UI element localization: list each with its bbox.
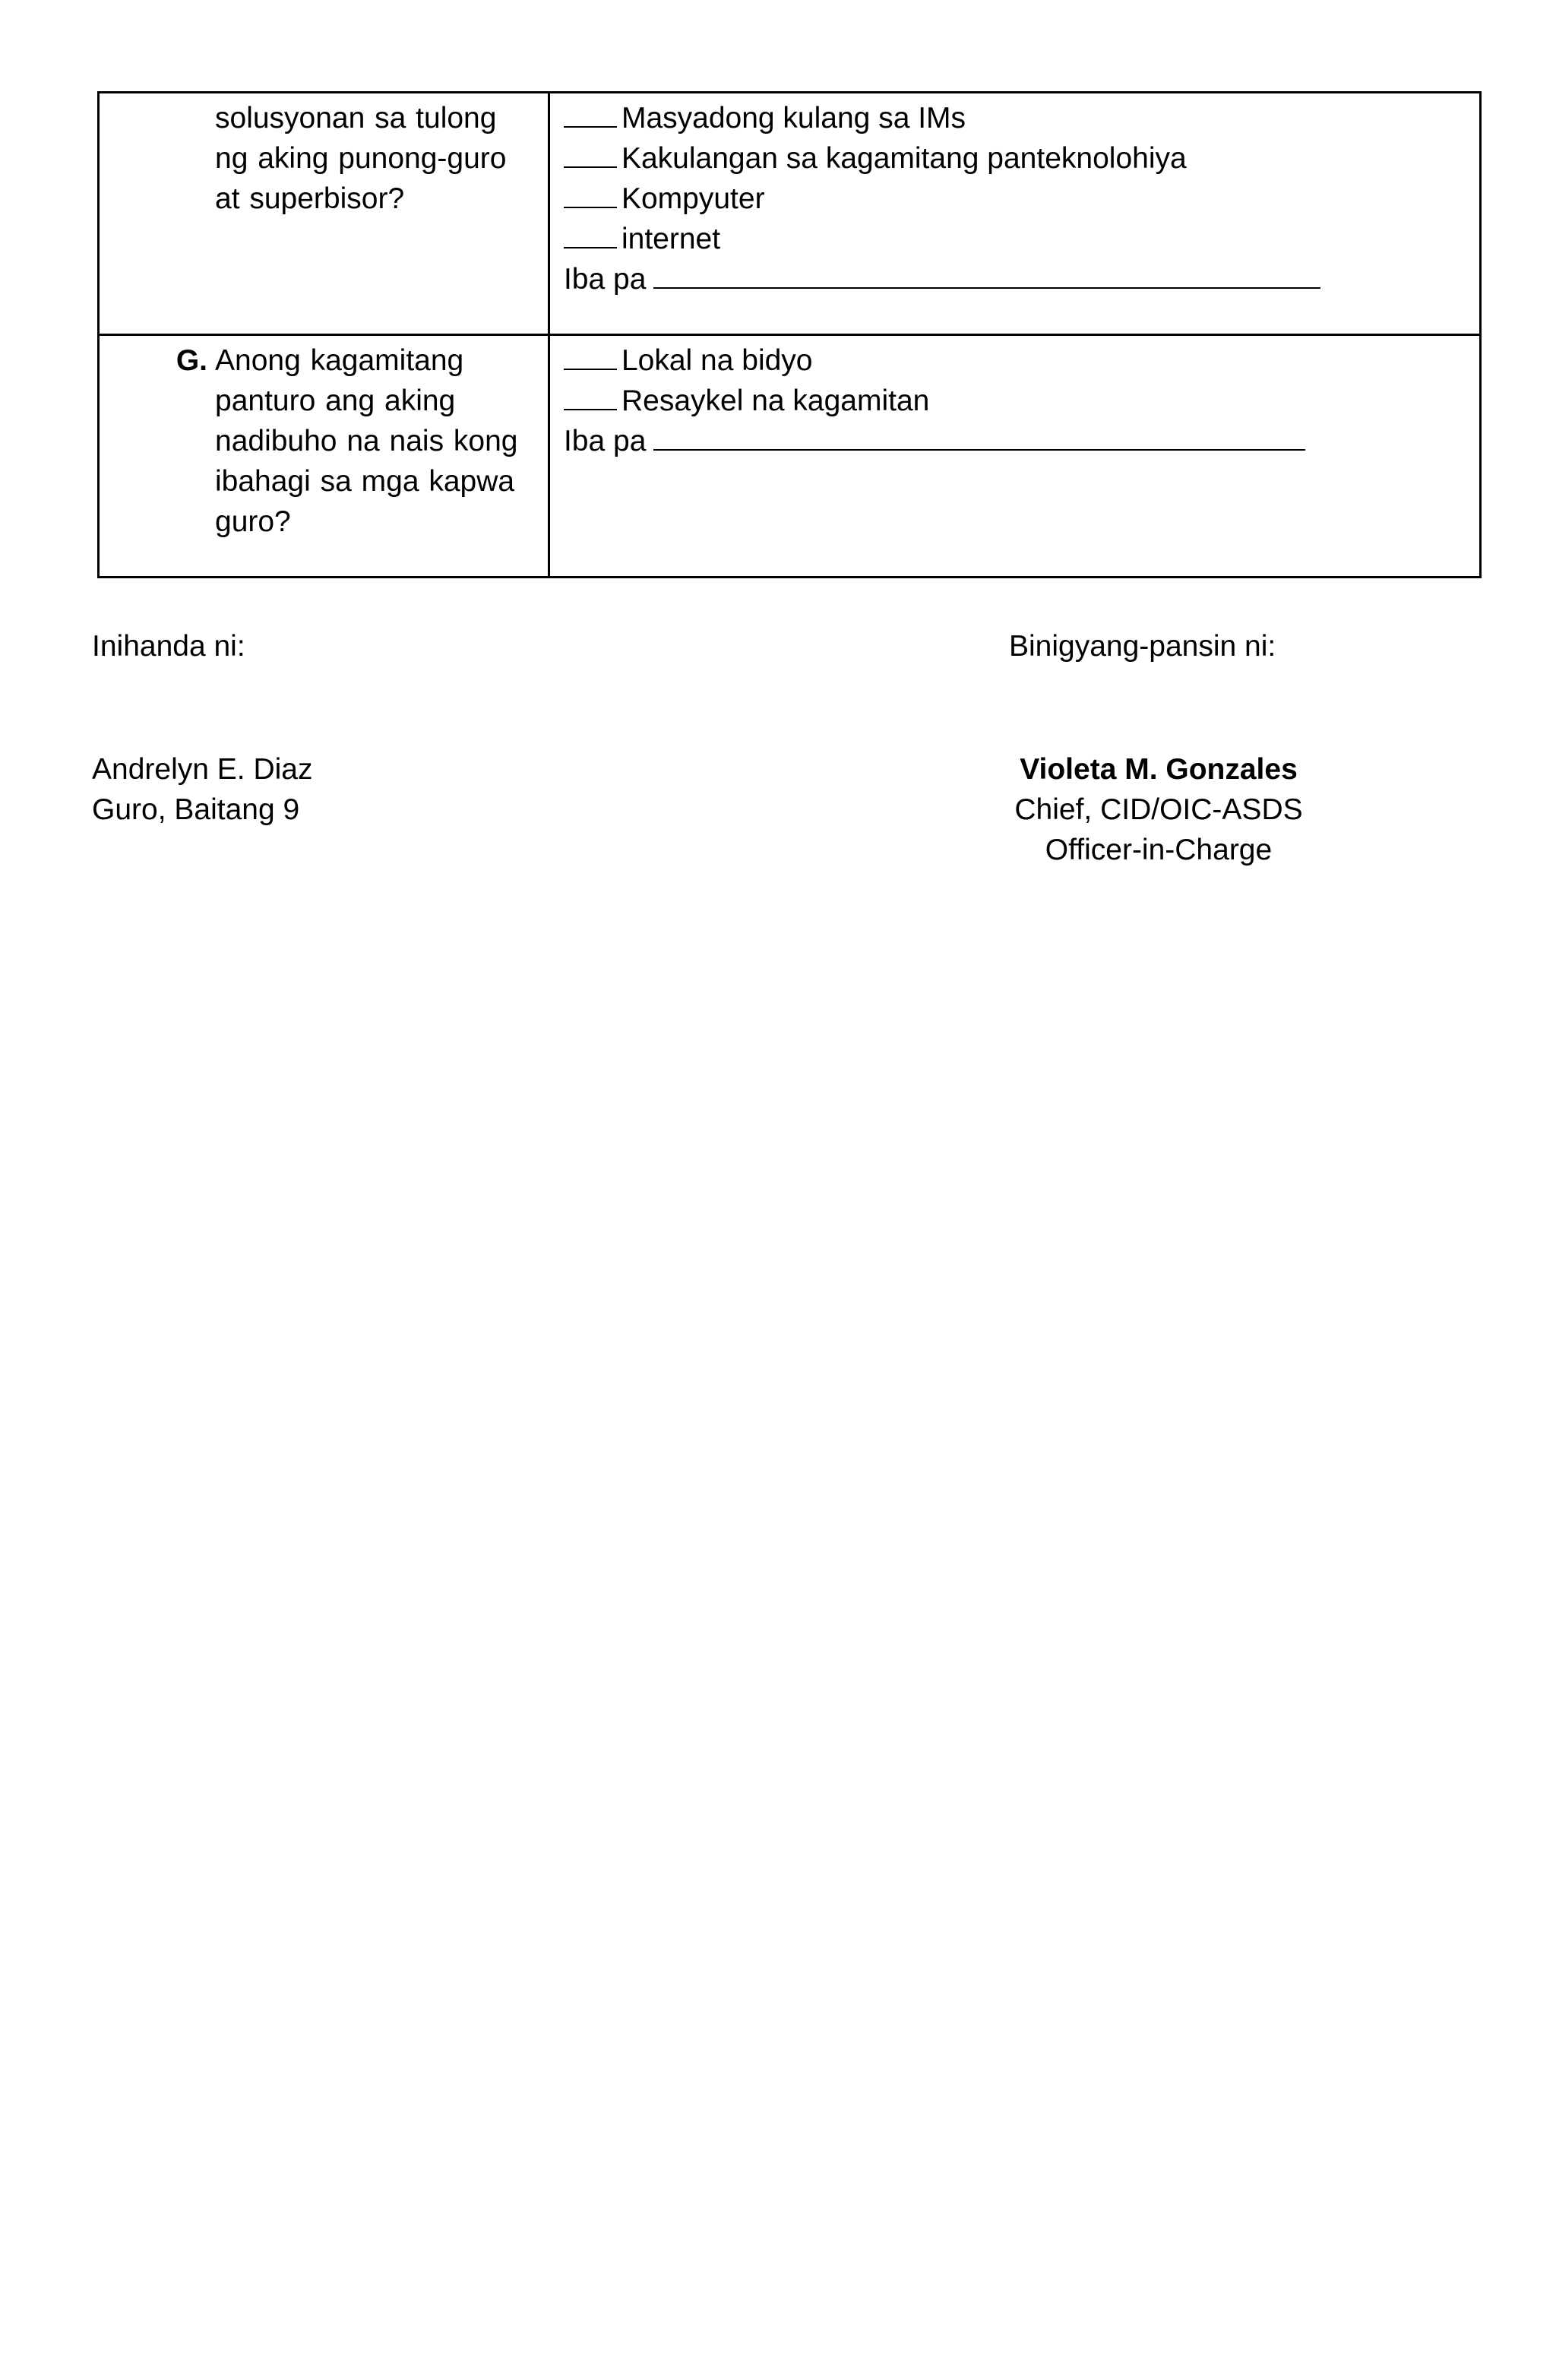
answer-blank[interactable] (564, 346, 617, 370)
option-label: internet (621, 223, 721, 255)
question-line: solusyonan sa tulong (215, 102, 497, 135)
option-label: Kakulangan sa kagamitang panteknolohiya (621, 142, 1187, 175)
option-label: Resaykel na kagamitan (621, 385, 930, 417)
question-line: guro? (215, 505, 291, 538)
reflection-table (97, 91, 1482, 578)
other-option (564, 259, 1479, 299)
approver-name: Violeta M. Gonzales (1020, 753, 1298, 786)
question-line: ng aking punong-guro (215, 142, 507, 175)
question-text-g (215, 336, 533, 542)
option-label: Masyadong kulang sa IMs (621, 102, 966, 135)
question-line: panturo ang aking (215, 385, 456, 417)
preparer-name: Andrelyn E. Diaz (92, 753, 313, 786)
other-blank[interactable] (653, 264, 1320, 289)
answer-blank[interactable] (564, 224, 617, 248)
question-text-f (215, 93, 533, 219)
option-item (564, 219, 1479, 259)
option-item (564, 340, 1479, 381)
other-label: Iba pa (563, 263, 647, 296)
table-row (99, 93, 1481, 335)
question-line: nadibuho na nais kong (215, 425, 518, 457)
options-list-f (550, 93, 1479, 299)
option-item (564, 138, 1479, 179)
answer-blank[interactable] (564, 386, 617, 410)
question-cell-g (99, 335, 549, 578)
options-cell-g (549, 335, 1480, 578)
answer-blank[interactable] (564, 144, 617, 168)
answer-blank[interactable] (564, 103, 617, 128)
question-line: at superbisor? (215, 182, 405, 215)
preparer-role: Guro, Baitang 9 (92, 793, 300, 826)
option-label: Kompyuter (621, 182, 765, 215)
other-option (564, 421, 1479, 461)
prepared-by-label: Inihanda ni: (92, 630, 245, 663)
answer-blank[interactable] (564, 184, 617, 208)
question-cell-f (99, 93, 549, 335)
question-line: Anong kagamitang (215, 344, 464, 377)
option-item (564, 98, 1479, 138)
approver-role: Officer-in-Charge (1045, 834, 1273, 866)
options-cell-f (549, 93, 1480, 335)
option-label: Lokal na bidyo (621, 344, 813, 377)
question-label-g: G. (176, 344, 207, 377)
question-line: ibahagi sa mga kapwa (215, 465, 515, 498)
other-label: Iba pa (563, 425, 647, 457)
other-blank[interactable] (653, 426, 1305, 451)
option-item (564, 179, 1479, 219)
options-list-g (550, 336, 1479, 461)
approver-title: Chief, CID/OIC-ASDS (1014, 793, 1303, 826)
approver-signature-block (988, 749, 1330, 870)
table-row (99, 335, 1481, 578)
option-item (564, 381, 1479, 421)
noted-by-label: Binigyang-pansin ni: (1009, 630, 1276, 663)
